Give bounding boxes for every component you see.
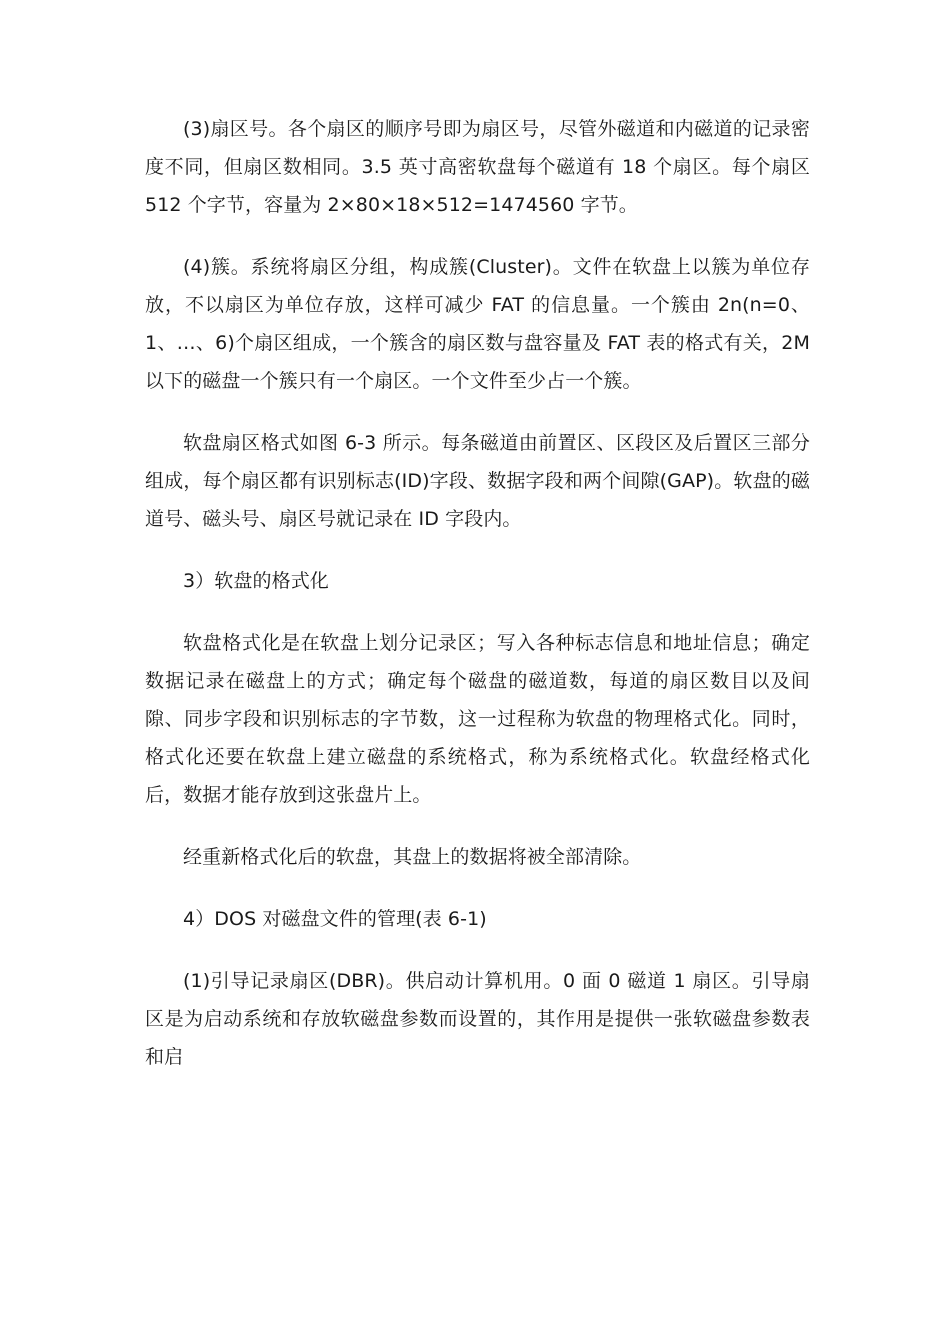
paragraph-cluster: (4)簇。系统将扇区分组，构成簇(Cluster)。文件在软盘上以簇为单位存放，不以扇区为单位存放，这样可减少 FAT 的信息量。一个簇由 2n(n=0、1、…、6)个扇区组成，一个簇含的扇区数与盘容量及 FAT 表的格式有关，2M 以下的磁盘一个簇只有一个扇区。一个文件至少占一个簇。 (145, 256, 810, 392)
document-page (145, 110, 810, 1100)
section-heading-formatting: 3）软盘的格式化 (183, 570, 329, 592)
paragraph-reformat-note: 经重新格式化后的软盘，其盘上的数据将被全部清除。 (183, 846, 642, 868)
paragraph-boot-record: (1)引导记录扇区(DBR)。供启动计算机用。0 面 0 磁道 1 扇区。引导扇区是为启动系统和存放软磁盘参数而设置的，其作用是提供一张软磁盘参数表和启 (145, 970, 810, 1068)
paragraph-sector-number: (3)扇区号。各个扇区的顺序号即为扇区号，尽管外磁道和内磁道的记录密度不同，但扇区数相同。3.5 英寸高密软盘每个磁道有 18 个扇区。每个扇区 512 个字节，容量为 2×80×18×512=1474560 字节。 (145, 118, 810, 216)
paragraph-sector-format: 软盘扇区格式如图 6-3 所示。每条磁道由前置区、区段区及后置区三部分组成，每个扇区都有识别标志(ID)字段、数据字段和两个间隙(GAP)。软盘的磁道号、磁头号、扇区号就记录在 ID 字段内。 (145, 432, 810, 530)
section-heading-dos-management: 4）DOS 对磁盘文件的管理(表 6-1) (183, 908, 487, 930)
paragraph-formatting: 软盘格式化是在软盘上划分记录区；写入各种标志信息和地址信息；确定数据记录在磁盘上的方式；确定每个磁盘的磁道数，每道的扇区数目以及间隙、同步字段和识别标志的字节数，这一过程称为软盘的物理格式化。同时，格式化还要在软盘上建立磁盘的系统格式，称为系统格式化。软盘经格式化后，数据才能存放到这张盘片上。 (145, 632, 810, 806)
